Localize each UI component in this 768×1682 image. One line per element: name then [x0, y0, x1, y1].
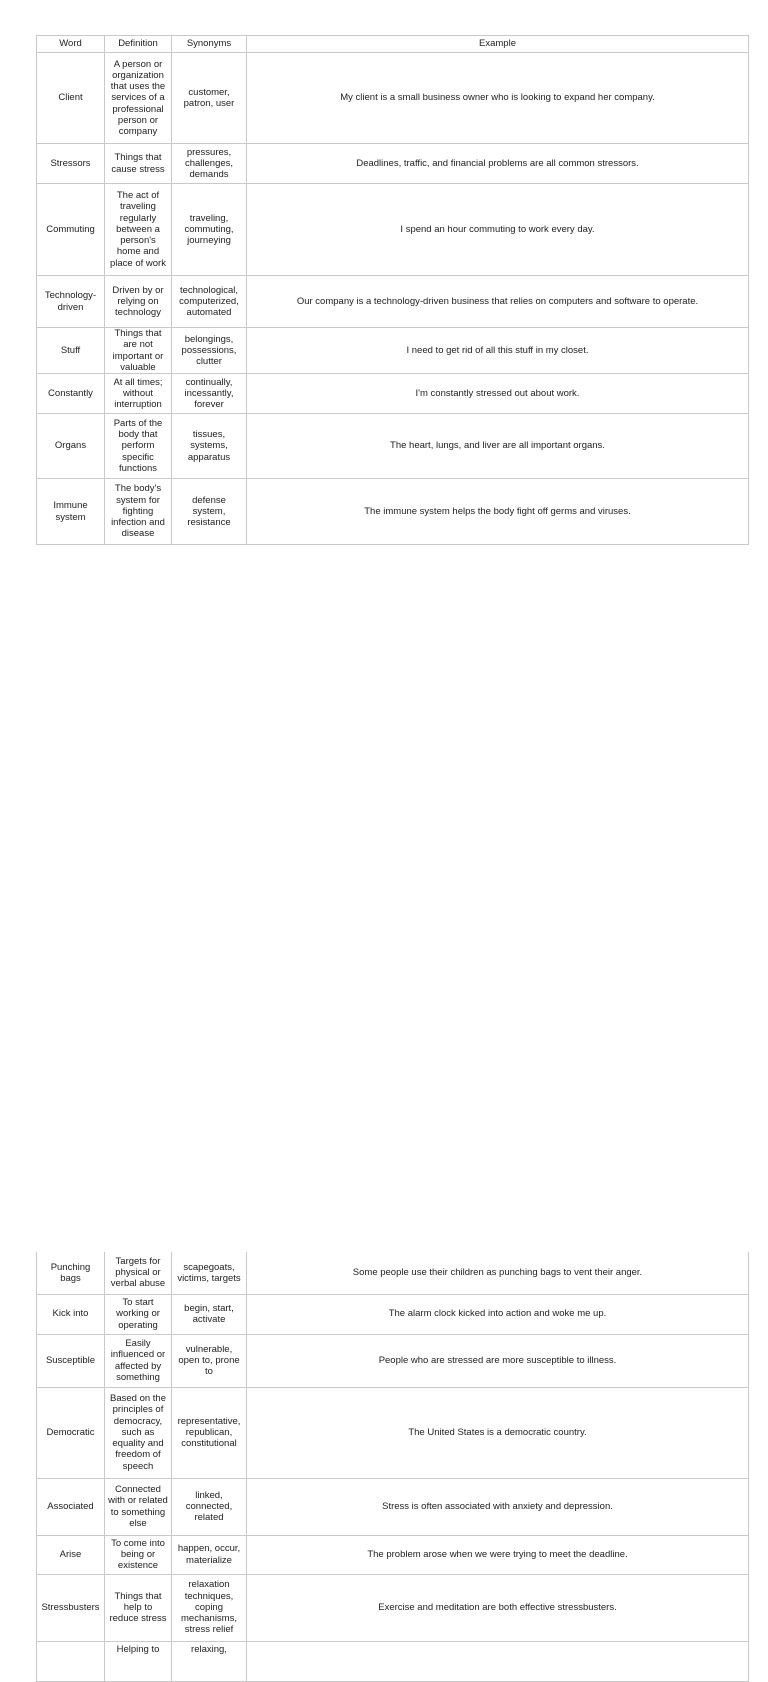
header-example: Example — [247, 36, 749, 53]
definition-cell: Things that are not important or valuable — [105, 328, 172, 374]
table-row — [37, 1478, 749, 1535]
synonyms-cell: tissues, systems, apparatus — [172, 414, 247, 479]
example-cell: People who are stressed are more susceptible to illness. — [247, 1334, 749, 1387]
definition-cell: To start working or operating — [105, 1294, 172, 1334]
synonyms-cell: linked, connected, related — [172, 1478, 247, 1535]
word-cell: Stressors — [37, 144, 105, 184]
table-row — [37, 1334, 749, 1387]
word-cell: Arise — [37, 1535, 105, 1574]
example-cell: The problem arose when we were trying to meet the deadline. — [247, 1535, 749, 1574]
page-2-region — [0, 626, 768, 1655]
example-cell: I'm constantly stressed out about work. — [247, 374, 749, 414]
example-cell: I spend an hour commuting to work every day. — [247, 184, 749, 276]
definition-cell: A person or organization that uses the services of a professional person or company — [105, 53, 172, 144]
header-word: Word — [37, 36, 105, 53]
synonyms-cell: defense system, resistance — [172, 479, 247, 545]
word-cell: Immune system — [37, 479, 105, 545]
example-cell: Some people use their children as punching bags to vent their anger. — [247, 1252, 749, 1294]
table-row — [37, 1535, 749, 1574]
definition-cell: Connected with or related to something else — [105, 1478, 172, 1535]
synonyms-cell: relaxing, — [172, 1641, 247, 1681]
table-row — [37, 184, 749, 276]
definition-cell: Based on the principles of democracy, such as equality and freedom of speech — [105, 1387, 172, 1478]
word-cell: Commuting — [37, 184, 105, 276]
table-row — [37, 1294, 749, 1334]
synonyms-cell: scapegoats, victims, targets — [172, 1252, 247, 1294]
word-cell: Associated — [37, 1478, 105, 1535]
definition-cell: Parts of the body that perform specific functions — [105, 414, 172, 479]
example-cell: Stress is often associated with anxiety and depression. — [247, 1478, 749, 1535]
table-row — [37, 1641, 749, 1681]
table-row — [37, 144, 749, 184]
header-definition: Definition — [105, 36, 172, 53]
table-row — [37, 414, 749, 479]
synonyms-cell: relaxation techniques, coping mechanisms, stress relief — [172, 1574, 247, 1641]
synonyms-cell: pressures, challenges, demands — [172, 144, 247, 184]
example-cell: The immune system helps the body fight off germs and viruses. — [247, 479, 749, 545]
example-cell: My client is a small business owner who is looking to expand her company. — [247, 53, 749, 144]
definition-cell: To come into being or existence — [105, 1535, 172, 1574]
header-synonyms: Synonyms — [172, 36, 247, 53]
word-cell: Kick into — [37, 1294, 105, 1334]
vocabulary-table-page-1 — [36, 35, 749, 545]
table-row — [37, 1252, 749, 1294]
table-row — [37, 53, 749, 144]
definition-cell: At all times; without interruption — [105, 374, 172, 414]
table-row — [37, 374, 749, 414]
definition-cell: Targets for physical or verbal abuse — [105, 1252, 172, 1294]
synonyms-cell: traveling, commuting, journeying — [172, 184, 247, 276]
word-cell: Stressbusters — [37, 1574, 105, 1641]
definition-cell: Things that cause stress — [105, 144, 172, 184]
table-row — [37, 328, 749, 374]
example-cell — [247, 1641, 749, 1681]
synonyms-cell: technological, computerized, automated — [172, 276, 247, 328]
word-cell: Punching bags — [37, 1252, 105, 1294]
synonyms-cell: happen, occur, materialize — [172, 1535, 247, 1574]
word-cell: Client — [37, 53, 105, 144]
definition-cell: Helping to — [105, 1641, 172, 1681]
synonyms-cell: customer, patron, user — [172, 53, 247, 144]
example-cell: The heart, lungs, and liver are all important organs. — [247, 414, 749, 479]
word-cell: Democratic — [37, 1387, 105, 1478]
synonyms-cell: representative, republican, constitutional — [172, 1387, 247, 1478]
word-cell: Organs — [37, 414, 105, 479]
synonyms-cell: begin, start, activate — [172, 1294, 247, 1334]
synonyms-cell: vulnerable, open to, prone to — [172, 1334, 247, 1387]
definition-cell: Driven by or relying on technology — [105, 276, 172, 328]
example-cell: The United States is a democratic country. — [247, 1387, 749, 1478]
example-cell: Our company is a technology-driven business that relies on computers and software to operate. — [247, 276, 749, 328]
definition-cell: The body's system for fighting infection and disease — [105, 479, 172, 545]
table-row — [37, 276, 749, 328]
definition-cell: Easily influenced or affected by something — [105, 1334, 172, 1387]
table-row — [37, 1574, 749, 1641]
table-row — [37, 1387, 749, 1478]
example-cell: I need to get rid of all this stuff in my closet. — [247, 328, 749, 374]
word-cell: Technology-driven — [37, 276, 105, 328]
example-cell: Deadlines, traffic, and financial problems are all common stressors. — [247, 144, 749, 184]
table-header-row — [37, 36, 749, 53]
word-cell: Stuff — [37, 328, 105, 374]
example-cell: Exercise and meditation are both effective stressbusters. — [247, 1574, 749, 1641]
definition-cell: The act of traveling regularly between a person's home and place of work — [105, 184, 172, 276]
word-cell — [37, 1641, 105, 1681]
example-cell: The alarm clock kicked into action and woke me up. — [247, 1294, 749, 1334]
synonyms-cell: continually, incessantly, forever — [172, 374, 247, 414]
table-row — [37, 479, 749, 545]
word-cell: Constantly — [37, 374, 105, 414]
word-cell: Susceptible — [37, 1334, 105, 1387]
synonyms-cell: belongings, possessions, clutter — [172, 328, 247, 374]
definition-cell: Things that help to reduce stress — [105, 1574, 172, 1641]
vocabulary-table-page-2 — [36, 1252, 749, 1682]
